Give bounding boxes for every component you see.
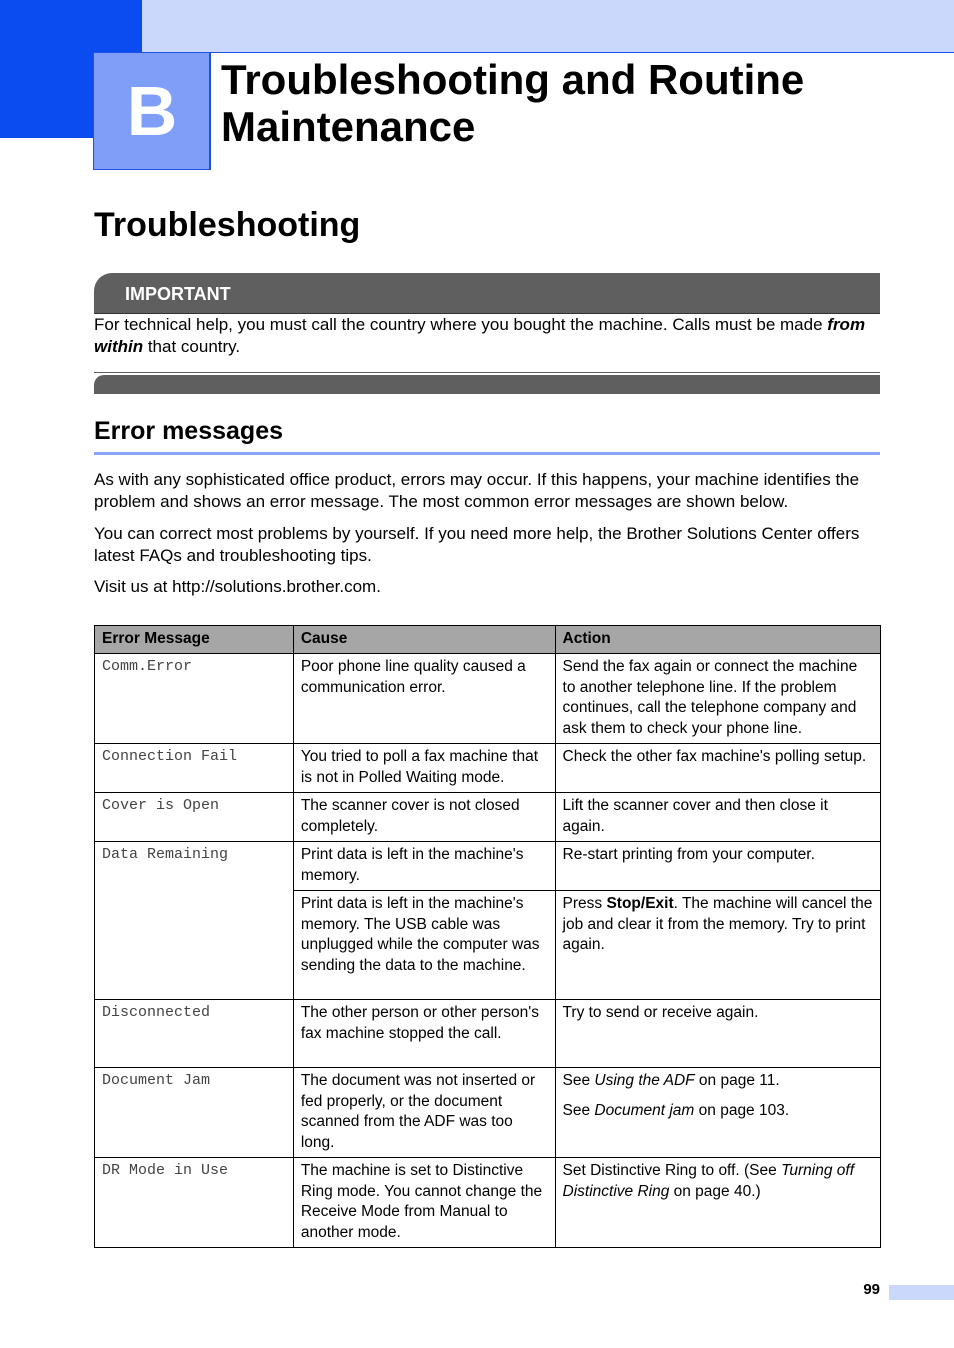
error-code [95,891,294,1000]
error-code: Cover is Open [95,793,294,842]
header-error-message: Error Message [95,626,294,654]
action-text-part: on page 11. [694,1072,780,1089]
error-action: Try to send or receive again. [555,1000,880,1068]
error-cause: Print data is left in the machine's memory. The USB cable was unplugged while the computer was sending the data to the machine. [293,891,555,1000]
error-code: Data Remaining [95,842,294,891]
action-text-part: on page 103. [694,1101,790,1119]
error-cause: The other person or other person's fax machine stopped the call. [293,1000,555,1068]
action-text-part: See [562,1101,595,1119]
important-text [94,314,884,358]
important-text-part: For technical help, you must call the country where you bought the machine. Calls must be made [94,315,828,334]
action-line [563,1101,873,1122]
chapter-letter: B [126,72,178,150]
error-cause: Poor phone line quality caused a communication error. [293,654,555,744]
error-code: DR Mode in Use [95,1158,294,1248]
table-row [95,1000,881,1068]
table-header-row [95,626,881,654]
action-text-part: . The machine will cancel the job and clear it from the memory. Try to print again. [562,895,873,953]
error-action: Re-start printing from your computer. [555,842,880,891]
action-line [563,1071,873,1092]
help-paragraph: You can correct most problems by yourself. If you need more help, the Brother Solutions Center offers latest FAQs and troubleshooting tips. [94,524,860,565]
important-end-rule [94,372,880,373]
error-code: Comm.Error [95,654,294,744]
important-emphasis: from within [94,315,866,356]
stop-exit-key-label: Stop/Exit [606,895,674,912]
error-action [555,891,880,1000]
subsection-title: Error messages [94,417,284,445]
table-row [95,744,881,793]
subsection-rule [94,452,880,455]
chapter-title: Troubleshooting and Routine Maintenance [221,56,805,150]
header-cause: Cause [293,626,555,654]
error-code: Document Jam [95,1068,294,1158]
table-row [95,1068,881,1158]
cross-reference: Turning off Distinctive Ring [562,1162,855,1200]
error-action: Send the fax again or connect the machine to another telephone line. If the problem continues, call the telephone company and ask them to check your phone line. [555,654,880,744]
action-text-part: See [562,1072,595,1089]
error-messages-table [94,625,881,1248]
error-code: Connection Fail [95,744,294,793]
table-row [95,793,881,842]
intro-paragraph: As with any sophisticated office product, errors may occur. If this happens, your machine identifies the problem and shows an error message. The most common error messages are shown below. [94,470,860,511]
chapter-divider [209,52,210,169]
error-code: Disconnected [95,1000,294,1068]
error-action: Check the other fax machine's polling setup. [555,744,880,793]
page-number: 99 [863,1281,880,1298]
section-title: Troubleshooting [94,206,361,244]
error-action [555,1068,880,1158]
error-cause: Print data is left in the machine's memory. [293,842,555,891]
header-action: Action [555,626,880,654]
action-text-part: on page 40.) [669,1182,761,1200]
table-row [95,842,881,891]
important-end-bar [94,375,880,394]
chapter-letter-box [93,52,211,170]
important-label: IMPORTANT [125,284,231,304]
action-text-part: Press [562,895,607,912]
website-paragraph: Visit us at http://solutions.brother.com. [94,577,381,596]
error-cause: The document was not inserted or fed properly, or the document scanned from the ADF was too long. [293,1068,555,1158]
table-row [95,654,881,744]
page-tab [889,1285,954,1300]
error-action [555,1158,880,1248]
action-text-part: Set Distinctive Ring to off. (See [562,1162,782,1179]
cross-reference: Document jam [594,1101,695,1119]
cross-reference: Using the ADF [594,1072,695,1089]
important-text-part: that country. [143,337,241,356]
error-cause: The scanner cover is not closed completely. [293,793,555,842]
error-action: Lift the scanner cover and then close it again. [555,793,880,842]
error-cause: You tried to poll a fax machine that is not in Polled Waiting mode. [293,744,555,793]
header-band [142,0,954,53]
table-row [95,891,881,1000]
table-row [95,1158,881,1248]
error-cause: The machine is set to Distinctive Ring mode. You cannot change the Receive Mode from Manual to another mode. [293,1158,555,1248]
